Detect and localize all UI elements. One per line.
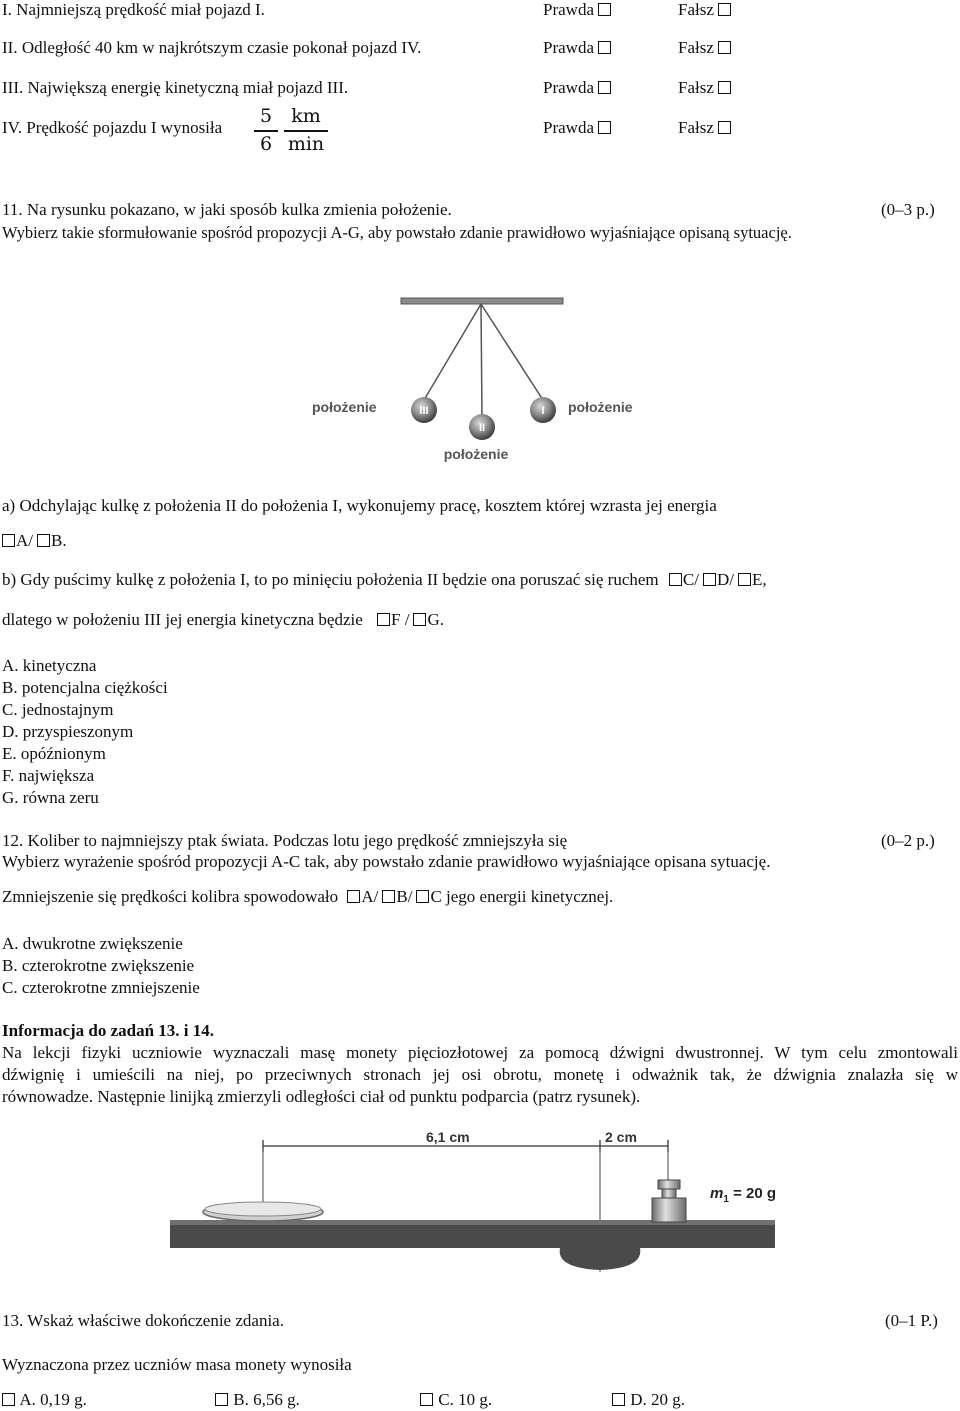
answer-option-b[interactable] xyxy=(215,1390,300,1410)
option-item: C. jednostajnym xyxy=(2,700,114,719)
coin-top xyxy=(205,1202,321,1216)
checkbox-e[interactable] xyxy=(738,573,751,586)
choice-label: B/ xyxy=(396,887,413,906)
task13-stem: Wyznaczona przez uczniów masa monety wynosiła xyxy=(2,1355,352,1374)
task11-header: 11. Na rysunku pokazano, w jaki sposób kulka zmienia położenie. xyxy=(2,200,452,219)
part-b-text: b) Gdy puścimy kulkę z położenia I, to po minięciu położenia II będzie ona poruszać się ruchem xyxy=(2,570,659,589)
false-label: Fałsz xyxy=(678,78,714,97)
false-option[interactable] xyxy=(678,118,732,138)
false-checkbox[interactable] xyxy=(718,81,731,94)
option-item: B. czterokrotne zwiększenie xyxy=(2,956,195,975)
pendulum-support-bar xyxy=(401,298,563,304)
option-item: F. największa xyxy=(2,766,95,785)
task12-header: 12. Koliber to najmniejszy ptak świata. Podczas lotu jego prędkość zmniejszyła się xyxy=(2,831,568,850)
answer-label: C. 10 g. xyxy=(438,1390,493,1409)
string-left xyxy=(424,304,481,400)
false-option[interactable] xyxy=(678,38,732,58)
ball-right-numeral: I xyxy=(541,405,545,417)
info-line: dźwignię i umieścili na niej, po przeciwnych stronach jej osi obrotu, monetę i odważnik tak, że dźwignia znalazła się w xyxy=(2,1065,958,1084)
fraction-bar xyxy=(254,130,278,132)
choice-label: A/ xyxy=(16,531,33,550)
distance-left-label: 6,1 cm xyxy=(426,1129,470,1145)
pendulum-figure xyxy=(300,290,660,470)
option-item: B. potencjalna ciężkości xyxy=(2,678,168,697)
false-label: Fałsz xyxy=(678,38,714,57)
true-label: Prawda xyxy=(543,118,594,137)
task12-points: (0–2 p.) xyxy=(881,831,935,850)
choice-label: G. xyxy=(427,610,444,629)
label-left: położenie xyxy=(312,399,377,415)
true-option[interactable] xyxy=(543,38,612,58)
task11-part-b xyxy=(2,570,767,590)
true-checkbox[interactable] xyxy=(598,81,611,94)
choice-label: F / xyxy=(391,610,410,629)
true-checkbox[interactable] xyxy=(598,121,611,134)
true-option[interactable] xyxy=(543,0,612,20)
true-label: Prawda xyxy=(543,0,594,19)
checkbox[interactable] xyxy=(2,1393,15,1406)
unit-fraction-bar xyxy=(284,130,328,132)
true-checkbox[interactable] xyxy=(598,41,611,54)
checkbox[interactable] xyxy=(612,1393,625,1406)
true-checkbox[interactable] xyxy=(598,3,611,16)
weight-body xyxy=(652,1198,686,1222)
checkbox-d[interactable] xyxy=(703,573,716,586)
weight-knob xyxy=(658,1180,680,1189)
checkbox-a[interactable] xyxy=(2,534,15,547)
checkbox[interactable] xyxy=(215,1393,228,1406)
label-bottom: położenie xyxy=(443,446,509,462)
part-b2-text: dlatego w położeniu III jej energia kinetyczna będzie xyxy=(2,610,363,629)
answer-option-d[interactable] xyxy=(612,1390,685,1410)
true-label: Prawda xyxy=(543,38,594,57)
choice-label: C/ xyxy=(682,570,699,589)
checkbox-g[interactable] xyxy=(413,613,426,626)
task11-part-a: a) Odchylając kulkę z położenia II do położenia I, wykonujemy pracę, kosztem której wzrasta jej energia xyxy=(2,496,717,515)
choice-label: C jego energii kinetycznej. xyxy=(430,887,614,906)
checkbox-b[interactable] xyxy=(382,890,395,903)
task11-points: (0–3 p.) xyxy=(881,200,935,219)
info-line: Na lekcji fizyki uczniowie wyznaczali masę monety pięciozłotowej za pomocą dźwigni dwustronnej. W tym celu zmontowali xyxy=(2,1043,958,1062)
option-item: A. kinetyczna xyxy=(2,656,97,675)
checkbox-a[interactable] xyxy=(347,890,360,903)
false-option[interactable] xyxy=(678,78,732,98)
task11-instruction: Wybierz takie sformułowanie spośród propozycji A-G, aby powstało zdanie prawidłowo wyjaśniające opisaną sytuację. xyxy=(2,223,792,242)
task11-part-a-choices xyxy=(2,531,67,551)
statement-text: IV. Prędkość pojazdu I wynosiła xyxy=(2,118,223,137)
distance-right-label: 2 cm xyxy=(605,1129,637,1145)
task12-instruction: Wybierz wyrażenie spośród propozycji A-C tak, aby powstało zdanie prawidłowo wyjaśniające opisana sytuację. xyxy=(2,852,771,871)
label-right: położenie xyxy=(568,399,633,415)
checkbox-b[interactable] xyxy=(37,534,50,547)
task12-sentence xyxy=(2,887,613,907)
checkbox-c[interactable] xyxy=(669,573,682,586)
false-option[interactable] xyxy=(678,0,732,20)
info-title: Informacja do zadań 13. i 14. xyxy=(2,1021,215,1040)
pivot-support xyxy=(560,1248,641,1270)
option-item: D. przyspieszonym xyxy=(2,722,134,741)
unit-numerator: km xyxy=(291,105,321,127)
true-option[interactable] xyxy=(543,118,612,138)
string-right xyxy=(481,304,543,400)
statement-text: III. Największą energię kinetyczną miał pojazd III. xyxy=(2,78,349,97)
option-item: E. opóźnionym xyxy=(2,744,106,763)
option-item: G. równa zeru xyxy=(2,788,99,807)
sentence-text: Zmniejszenie się prędkości kolibra spowodowało xyxy=(2,887,339,906)
choice-label: E, xyxy=(751,570,767,589)
checkbox-c[interactable] xyxy=(416,890,429,903)
task13-points: (0–1 P.) xyxy=(885,1311,938,1330)
choice-label: B. xyxy=(51,531,67,550)
false-checkbox[interactable] xyxy=(718,121,731,134)
choice-label: A/ xyxy=(361,887,379,906)
true-label: Prawda xyxy=(543,78,594,97)
fraction-numerator: 5 xyxy=(259,105,273,127)
unit-denominator: min xyxy=(287,133,325,155)
checkbox[interactable] xyxy=(420,1393,433,1406)
statement-text: I. Najmniejszą prędkość miał pojazd I. xyxy=(2,0,265,19)
false-label: Fałsz xyxy=(678,118,714,137)
option-item: A. dwukrotne zwiększenie xyxy=(2,934,183,953)
task11-part-b2 xyxy=(2,610,444,630)
answer-option-c[interactable] xyxy=(420,1390,492,1410)
statement-text: II. Odległość 40 km w najkrótszym czasie pokonał pojazd IV. xyxy=(2,38,422,57)
lever-figure xyxy=(160,1120,790,1300)
false-checkbox[interactable] xyxy=(718,3,731,16)
choice-label: D/ xyxy=(716,570,734,589)
mass-label: $m_1 = 20$ g xyxy=(710,1185,777,1205)
option-item: C. czterokrotne zmniejszenie xyxy=(2,978,200,997)
info-line: równowadze. Następnie linijką zmierzyli odległości ciał od punktu podparcia (patrz rysunek). xyxy=(2,1087,641,1106)
answer-label: D. 20 g. xyxy=(630,1390,686,1409)
answer-label: A. 0,19 g. xyxy=(19,1390,87,1409)
fraction-denominator: 6 xyxy=(259,133,273,155)
false-checkbox[interactable] xyxy=(718,41,731,54)
false-label: Fałsz xyxy=(678,0,714,19)
string-mid xyxy=(481,304,482,418)
ball-left-numeral: III xyxy=(419,405,429,417)
answer-option-a[interactable] xyxy=(2,1390,87,1410)
ball-mid-numeral: II xyxy=(478,422,486,434)
checkbox-f[interactable] xyxy=(377,613,390,626)
answer-label: B. 6,56 g. xyxy=(233,1390,300,1409)
true-option[interactable] xyxy=(543,78,612,98)
task13-header: 13. Wskaż właściwe dokończenie zdania. xyxy=(2,1311,284,1330)
